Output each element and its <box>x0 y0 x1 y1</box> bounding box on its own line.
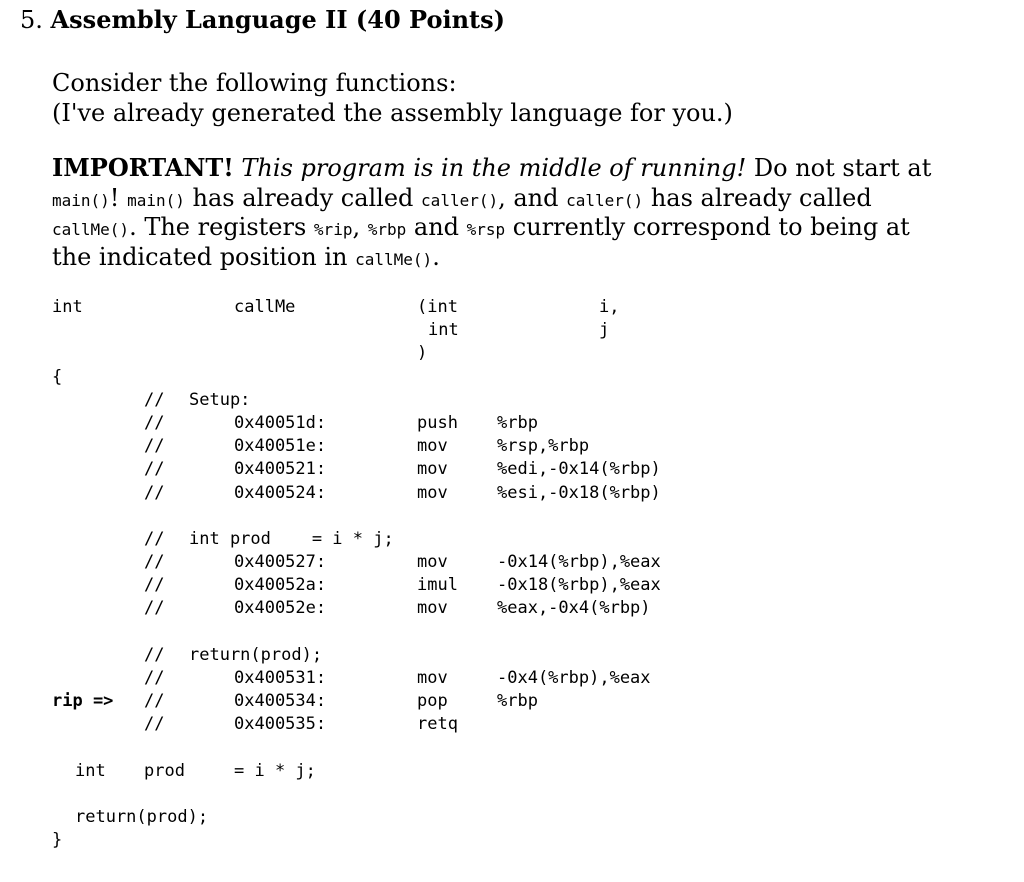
code-rip: %rip <box>313 220 353 239</box>
code-caller: caller() <box>421 191 499 210</box>
important-emphasis: This program is in the middle of running! <box>241 154 747 182</box>
sig-return-type: int <box>52 297 83 317</box>
important-line-2: main()! main() has already called caller(), and caller() has already called <box>52 184 872 212</box>
intro-line-2: (I've already generated the assembly language for you.) <box>52 99 733 127</box>
sig-close-paren: ) <box>417 343 428 363</box>
code-main: main() <box>127 191 185 210</box>
code-callme: callMe() <box>355 250 433 269</box>
open-brace: { <box>52 367 63 387</box>
question-heading <box>20 4 505 36</box>
body-int-keyword: int <box>75 761 106 781</box>
close-brace: } <box>52 830 63 850</box>
rip-marker: rip => <box>52 691 114 711</box>
sig-param-1: i, <box>599 297 620 317</box>
intro-line-1: Consider the following functions: <box>52 69 457 97</box>
important-line-3: callMe(). The registers %rip, %rbp and %rsp currently correspond to being at <box>52 213 910 241</box>
question-title: Assembly Language II (40 Points) <box>50 5 505 34</box>
important-line-4: the indicated position in callMe(). <box>52 243 440 271</box>
sig-param-2: j <box>599 320 610 340</box>
code-caller: caller() <box>566 191 644 210</box>
code-rbp: %rbp <box>367 220 407 239</box>
sig-function-name: callMe <box>234 297 296 317</box>
code-rsp: %rsp <box>466 220 506 239</box>
question-number: 5. <box>20 6 43 34</box>
sig-open-paren: (int <box>417 297 458 317</box>
important-label: IMPORTANT! <box>52 153 234 182</box>
important-line-1: IMPORTANT! This program is in the middle of running! Do not start at <box>52 153 932 182</box>
body-return: return(prod); <box>75 807 209 827</box>
body-prod-expr: = i * j; <box>234 761 316 781</box>
sig-param-2-type: int <box>428 320 459 340</box>
body-prod-var: prod <box>144 761 185 781</box>
code-main: main() <box>52 191 110 210</box>
code-callme: callMe() <box>52 220 130 239</box>
